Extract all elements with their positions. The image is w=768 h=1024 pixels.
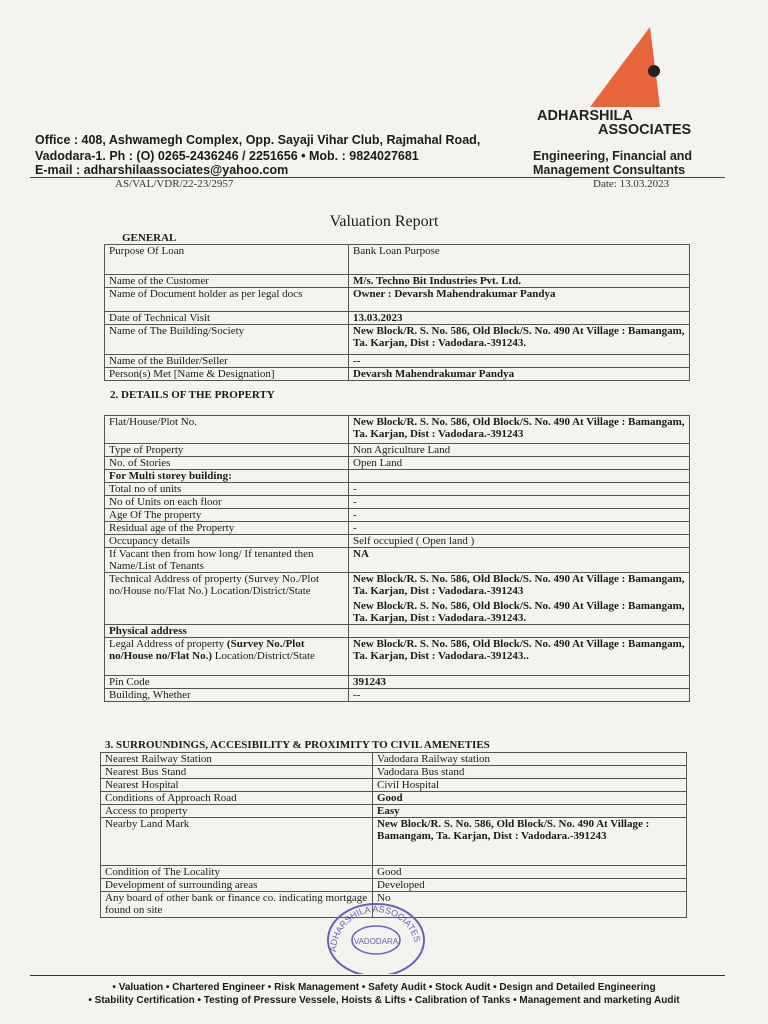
tagline-1: Engineering, Financial and [533, 149, 693, 163]
row-label: Building, Whether [105, 689, 349, 702]
table-row [105, 470, 690, 483]
row-label: Technical Address of property (Survey No./Plot no/House no/Flat No.) Location/District/State [105, 573, 349, 625]
row-label: No of Units on each floor [105, 496, 349, 509]
table-row [105, 368, 690, 381]
table-row [101, 818, 687, 866]
table-row [105, 689, 690, 702]
report-date: Date: 13.03.2023 [593, 178, 670, 190]
table-row [101, 866, 687, 879]
company-stamp [322, 892, 430, 974]
row-label: Name of The Building/Society [105, 325, 349, 355]
table-row [101, 766, 687, 779]
page-title: Valuation Report [329, 213, 439, 230]
row-label: If Vacant then from how long/ If tenanted then Name/List of Tenants [105, 548, 349, 573]
row-value: -- [349, 689, 690, 702]
row-value: Developed [373, 879, 687, 892]
row-value: Open Land [349, 457, 690, 470]
row-label: Residual age of the Property [105, 522, 349, 535]
row-value: Easy [373, 805, 687, 818]
table-row [105, 625, 690, 638]
row-value: Good [373, 866, 687, 879]
legal-address-label-tail: Location/District/State [214, 650, 315, 662]
row-label: Name of the Builder/Seller [105, 355, 349, 368]
section-heading-property: 2. DETAILS OF THE PROPERTY [110, 389, 275, 401]
row-value: Bank Loan Purpose [349, 245, 690, 275]
table-row [105, 638, 690, 676]
footer-divider [30, 975, 725, 976]
row-label: Person(s) Met [Name & Designation] [105, 368, 349, 381]
table-row [105, 535, 690, 548]
footer-services-line2: • Stability Certification • Testing of Pressure Vessele, Hoists & Lifts • Calibration of Tanks • Management and marketing Audit [88, 995, 680, 1006]
table-row [101, 753, 687, 766]
table-row [101, 879, 687, 892]
property-table [104, 415, 690, 702]
row-value: - [349, 496, 690, 509]
legal-address-label: Legal Address of property [109, 638, 225, 650]
row-value: Non Agriculture Land [349, 444, 690, 457]
row-value: New Block/R. S. No. 586, Old Block/S. No. 490 At Village : Bamangam, Ta. Karjan, Dist : Vadodara.-391243 [373, 818, 687, 866]
footer-services-line1: • Valuation • Chartered Engineer • Risk Management • Safety Audit • Stock Audit • Design and Detailed Engineering [112, 982, 656, 993]
row-label: Physical address [105, 625, 349, 638]
physical-address-value: New Block/R. S. No. 586, Old Block/S. No. 490 At Village : Bamangam, Ta. Karjan, Dist : Vadodara.-391243. [353, 600, 685, 624]
row-value: No [373, 892, 687, 918]
row-label: Conditions of Approach Road [101, 792, 373, 805]
row-label: Date of Technical Visit [105, 312, 349, 325]
table-row [105, 676, 690, 689]
table-row [105, 355, 690, 368]
row-value: Good [373, 792, 687, 805]
row-label: Any board of other bank or finance co. indicating mortgage found on site [101, 892, 373, 918]
row-value: 391243 [349, 676, 690, 689]
row-value: Vadodara Bus stand [373, 766, 687, 779]
row-label: Nearby Land Mark [101, 818, 373, 866]
section-heading-surroundings: 3. SURROUNDINGS, ACCESIBILITY & PROXIMITY TO CIVIL AMENETIES [105, 739, 490, 751]
general-table [104, 244, 690, 381]
office-address-line2: Vadodara-1. Ph : (O) 0265-2436246 / 2251656 • Mob. : 9824027681 [35, 149, 419, 163]
table-row [105, 312, 690, 325]
brand-name-2: ASSOCIATES [598, 122, 692, 138]
row-label: Flat/House/Plot No. [105, 416, 349, 444]
row-value [349, 573, 690, 625]
table-row [105, 288, 690, 312]
row-value: -- [349, 355, 690, 368]
table-row [105, 325, 690, 355]
company-logo [585, 25, 665, 110]
reference-number: AS/VAL/VDR/22-23/2957 [115, 178, 234, 190]
row-value [349, 470, 690, 483]
table-row [105, 509, 690, 522]
row-value: 13.03.2023 [349, 312, 690, 325]
table-row [105, 416, 690, 444]
row-value: Vadodara Railway station [373, 753, 687, 766]
row-label: Type of Property [105, 444, 349, 457]
row-value: - [349, 483, 690, 496]
stamp-text-center: VADODARA [353, 937, 399, 946]
row-label: Condition of The Locality [101, 866, 373, 879]
row-label: Total no of units [105, 483, 349, 496]
row-label: Name of Document holder as per legal docs [105, 288, 349, 312]
stamp-text-top: ADHARSHILA ASSOCIATES [327, 903, 423, 953]
row-label: Development of surrounding areas [101, 879, 373, 892]
brand-name-1: ADHARSHILA [537, 108, 633, 124]
row-label: Occupancy details [105, 535, 349, 548]
row-label [105, 638, 349, 676]
row-value: Civil Hospital [373, 779, 687, 792]
row-label: Access to property [101, 805, 373, 818]
table-row [105, 245, 690, 275]
table-row [105, 496, 690, 509]
row-value: M/s. Techno Bit Industries Pvt. Ltd. [349, 275, 690, 288]
row-label: Purpose Of Loan [105, 245, 349, 275]
legal-address-label-bold: (Survey No./Plot no/House no/Flat No.) [109, 638, 305, 662]
table-row [105, 457, 690, 470]
row-value: New Block/R. S. No. 586, Old Block/S. No. 490 At Village : Bamangam, Ta. Karjan, Dist : Vadodara.-391243 [349, 416, 690, 444]
row-label: No. of Stories [105, 457, 349, 470]
section-heading-general: GENERAL [122, 232, 177, 244]
row-value: - [349, 509, 690, 522]
row-label: Nearest Hospital [101, 779, 373, 792]
row-value: New Block/R. S. No. 586, Old Block/S. No. 490 At Village : Bamangam, Ta. Karjan, Dist : Vadodara.-391243. [349, 325, 690, 355]
table-row [105, 522, 690, 535]
row-value [349, 625, 690, 638]
technical-address-value: New Block/R. S. No. 586, Old Block/S. No. 490 At Village : Bamangam, Ta. Karjan, Dist : Vadodara.-391243 [353, 573, 685, 597]
table-row [105, 275, 690, 288]
row-value: NA [349, 548, 690, 573]
tagline-2: Management Consultants [533, 163, 686, 177]
row-label: For Multi storey building: [105, 470, 349, 483]
row-value: Self occupied ( Open land ) [349, 535, 690, 548]
office-address-line1: Office : 408, Ashwamegh Complex, Opp. Sayaji Vihar Club, Rajmahal Road, [35, 133, 481, 147]
table-row [101, 805, 687, 818]
row-label: Name of the Customer [105, 275, 349, 288]
row-value: - [349, 522, 690, 535]
table-row [105, 548, 690, 573]
row-label: Age Of The property [105, 509, 349, 522]
row-value: Devarsh Mahendrakumar Pandya [349, 368, 690, 381]
logo-triangle-icon [590, 27, 660, 107]
row-value: Owner : Devarsh Mahendrakumar Pandya [349, 288, 690, 312]
row-label: Pin Code [105, 676, 349, 689]
office-email: E-mail : adharshilaassociates@yahoo.com [35, 163, 289, 177]
row-label: Nearest Bus Stand [101, 766, 373, 779]
row-value: New Block/R. S. No. 586, Old Block/S. No. 490 At Village : Bamangam, Ta. Karjan, Dist : Vadodara.-391243.. [349, 638, 690, 676]
table-row [105, 444, 690, 457]
row-label: Nearest Railway Station [101, 753, 373, 766]
table-row [105, 483, 690, 496]
logo-dot-icon [648, 65, 660, 77]
table-row [101, 779, 687, 792]
table-row [101, 792, 687, 805]
table-row [105, 573, 690, 625]
